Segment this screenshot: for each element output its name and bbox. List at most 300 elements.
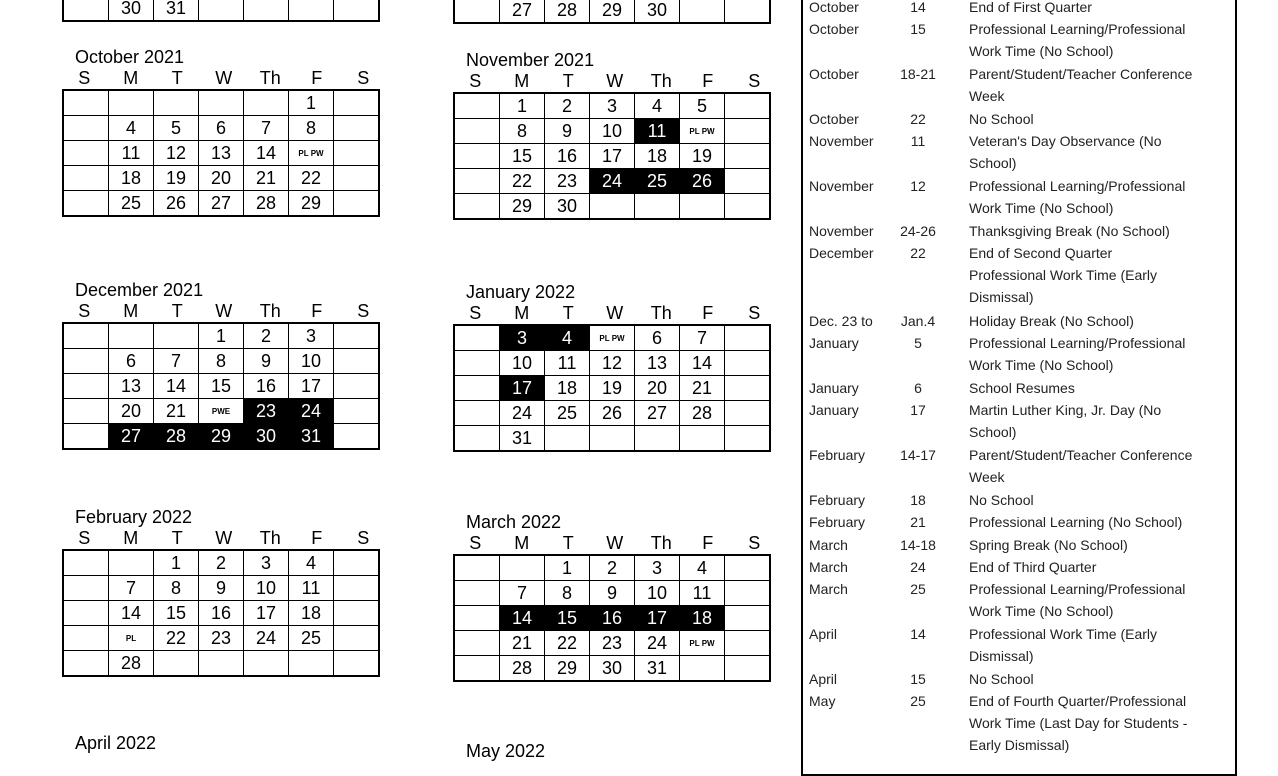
week-row [63,651,379,677]
event-month: November [809,223,874,239]
day-cell [63,424,109,450]
day-cell: 8 [500,119,545,144]
weekday-label: T [171,68,183,88]
day-cell: 4 [680,555,725,581]
day-cell: 3 [590,93,635,119]
event-days: 5 [914,335,922,351]
weekday-label: F [702,533,714,553]
day-cell: 3 [635,555,680,581]
event-description-line: School Resumes [969,379,1075,396]
event-description-line: Parent/Student/Teacher Conference [969,66,1193,83]
weekday-header [452,70,783,92]
day-cell: 1 [199,323,244,349]
day-cell [545,426,590,452]
day-cell: 29 [199,424,244,450]
event-description [969,377,1229,399]
day-cell: 27 [199,191,244,217]
day-cell: 14 [680,351,725,376]
event-days: 24-26 [900,223,936,239]
event-days: 21 [910,514,926,531]
event-row [803,63,1233,108]
day-cell: 24 [500,401,545,426]
week-row [454,144,770,169]
month-title: March 2022 [466,512,562,532]
event-days: 14 [910,626,926,643]
day-cell [725,325,771,351]
weekday-label: S [78,68,91,88]
day-cell: 24 [635,631,680,656]
day-cell: 30 [244,424,289,450]
day-cell: 25 [109,191,154,217]
event-days: 12 [910,178,926,195]
week-row [454,401,770,426]
event-row [803,220,1233,242]
day-cell: 24 [289,399,334,424]
month-title: December 2021 [75,280,204,300]
day-cell: 5 [680,93,725,119]
day-cell [635,194,680,220]
day-cell [63,116,109,141]
day-cell: PL PW [590,325,635,351]
event-month: February [809,491,866,508]
september-2021-last-row [62,0,380,22]
day-cell [109,550,154,576]
day-cell: 7 [500,581,545,606]
week-row [454,606,770,631]
day-cell: 17 [635,606,680,631]
event-month: October [809,0,859,15]
day-cell [454,606,500,631]
day-cell: 23 [545,169,590,194]
calendar-grid [62,0,380,22]
day-cell [454,194,500,220]
week-row [63,399,379,424]
week-row [63,601,379,626]
day-cell: 18 [289,601,334,626]
event-days: 22 [910,245,926,262]
day-cell: 3 [244,550,289,576]
day-cell [725,194,771,220]
day-cell: 5 [154,116,199,141]
event-description [969,444,1229,488]
day-cell: 18 [545,376,590,401]
weekday-label: F [702,303,714,323]
day-cell: 16 [199,601,244,626]
weekday-label: S [469,533,482,553]
day-cell: 18 [680,606,725,631]
day-cell: 31 [289,424,334,450]
event-days: 17 [910,402,926,419]
month-march-2022 [453,512,783,682]
week-row [454,656,770,682]
day-cell: 1 [154,550,199,576]
event-row [803,489,1233,511]
weekday-label: W [606,303,624,323]
day-cell [725,144,771,169]
event-row [803,0,1233,18]
day-cell [334,349,380,374]
day-cell: 28 [109,651,154,677]
event-description-line: Professional Learning (No School) [969,514,1183,531]
week-row [454,194,770,220]
day-cell [725,351,771,376]
day-cell: 19 [590,376,635,401]
event-description-line: Martin Luther King, Jr. Day (No [969,402,1162,419]
month-title: November 2021 [466,50,595,70]
event-month: January [809,379,859,396]
day-cell: 14 [154,374,199,399]
day-cell: 27 [500,0,545,23]
weekday-label: T [562,303,574,323]
event-row [803,444,1233,489]
event-description-line: Professional Work Time (Early [969,267,1158,284]
day-cell [454,351,500,376]
month-february-2022 [62,507,392,677]
day-cell [244,0,289,21]
event-days: 15 [910,21,926,38]
weekday-label: S [357,301,370,321]
event-description-line: Dismissal) [969,648,1034,665]
calendar-grid [453,92,771,220]
day-cell: 22 [545,631,590,656]
day-cell [334,166,380,191]
day-cell: 28 [680,401,725,426]
weekday-label: M [123,528,139,548]
event-description-line: Dismissal) [969,289,1034,306]
day-cell [109,90,154,116]
event-description [969,399,1229,443]
day-cell: 7 [154,349,199,374]
weekday-label: S [357,528,370,548]
day-cell [725,0,771,23]
day-cell: 3 [289,323,334,349]
day-cell: 30 [635,0,680,23]
important-dates-list [801,0,1237,776]
day-cell [725,631,771,656]
day-cell [500,555,545,581]
day-cell: 17 [590,144,635,169]
day-cell: 4 [109,116,154,141]
day-cell: 11 [635,119,680,144]
day-cell: 17 [500,376,545,401]
day-cell: 4 [635,93,680,119]
day-cell: 24 [590,169,635,194]
day-cell: 11 [680,581,725,606]
event-description [969,220,1229,242]
weekday-label: T [171,528,183,548]
event-month: February [809,514,866,531]
day-cell [680,426,725,452]
day-cell [725,581,771,606]
day-cell: 22 [289,166,334,191]
day-cell: 21 [154,399,199,424]
day-cell [454,376,500,401]
weekday-label: W [606,71,624,91]
event-description [969,108,1229,130]
week-row [454,376,770,401]
event-row [803,399,1233,444]
day-cell [334,141,380,166]
day-cell: 11 [109,141,154,166]
day-cell [454,555,500,581]
day-cell: 23 [244,399,289,424]
day-cell: 28 [500,656,545,682]
weekday-label: M [514,71,530,91]
day-cell: 8 [545,581,590,606]
weekday-label: S [78,301,91,321]
week-row [454,426,770,452]
day-cell: 31 [635,656,680,682]
event-days: 14 [910,0,926,15]
weekday-label: M [514,303,530,323]
event-row [803,175,1233,220]
event-description-line: School) [969,155,1017,172]
day-cell: 9 [590,581,635,606]
day-cell [590,194,635,220]
day-cell [680,656,725,682]
day-cell: 2 [244,323,289,349]
day-cell: 18 [635,144,680,169]
day-cell [244,651,289,677]
day-cell: 16 [244,374,289,399]
event-description [969,242,1229,308]
week-row [454,581,770,606]
weekday-label: S [748,71,761,91]
day-cell: 1 [545,555,590,581]
week-row [63,191,379,217]
event-row [803,534,1233,556]
day-cell [334,424,380,450]
day-cell: 29 [545,656,590,682]
day-cell [63,626,109,651]
day-cell: 28 [545,0,590,23]
day-cell: 24 [244,626,289,651]
weekday-label: M [123,68,139,88]
week-row [63,374,379,399]
event-description-line: Thanksgiving Break (No School) [969,223,1170,239]
weekday-header [452,532,783,554]
day-cell: 15 [154,601,199,626]
day-cell [154,90,199,116]
event-row [803,578,1233,623]
day-cell [63,349,109,374]
day-cell: 9 [199,576,244,601]
day-cell: 15 [500,144,545,169]
month-november-2021 [453,50,783,220]
day-cell: 30 [109,0,154,21]
weekday-label: S [748,533,761,553]
weekday-label: S [748,303,761,323]
day-cell [63,576,109,601]
event-description [969,175,1229,219]
event-description-line: Work Time (No School) [969,357,1114,373]
day-cell: 12 [154,141,199,166]
event-description [969,18,1229,62]
event-month: February [809,447,866,463]
month-title: October 2021 [75,47,185,67]
event-days: 14-17 [900,447,936,463]
weekday-header [61,527,392,549]
week-row [454,0,770,23]
event-description [969,690,1229,756]
day-cell [63,0,109,21]
day-cell [454,325,500,351]
day-cell: PL PW [680,631,725,656]
event-description-line: End of Second Quarter [969,245,1113,262]
week-row [454,119,770,144]
event-month: March [809,581,848,598]
event-days: 14-18 [900,536,936,553]
day-cell: 11 [289,576,334,601]
day-cell: 2 [199,550,244,576]
event-description [969,578,1229,622]
day-cell: PWE [199,399,244,424]
event-days: 25 [910,693,926,710]
day-cell: 20 [199,166,244,191]
day-cell [63,374,109,399]
day-cell [635,426,680,452]
week-row [63,576,379,601]
event-month: November [809,133,874,150]
day-cell: 27 [109,424,154,450]
event-month: April [809,626,838,643]
day-cell [454,426,500,452]
day-cell: 26 [680,169,725,194]
event-month: January [809,402,859,419]
month-october-2021 [62,47,392,217]
week-row [454,351,770,376]
day-cell: PL PW [289,141,334,166]
weekday-label: M [514,533,530,553]
day-cell: 15 [199,374,244,399]
day-cell: 1 [289,90,334,116]
day-cell [725,401,771,426]
day-cell [334,601,380,626]
event-description-line: Veteran's Day Observance (No [969,133,1162,150]
day-cell: 30 [590,656,635,682]
event-description-line: No School [969,671,1034,687]
day-cell [154,323,199,349]
event-description [969,623,1229,667]
day-cell: 8 [154,576,199,601]
day-cell: 21 [680,376,725,401]
day-cell [454,119,500,144]
day-cell: 9 [244,349,289,374]
event-row [803,511,1233,533]
day-cell: 14 [244,141,289,166]
weekday-label: F [702,71,714,91]
event-description-line: Professional Learning/Professional [969,21,1186,38]
day-cell: 22 [154,626,199,651]
day-cell: 17 [244,601,289,626]
day-cell: 31 [154,0,199,21]
event-description [969,556,1229,578]
event-row [803,18,1233,63]
day-cell [334,550,380,576]
event-month: March [809,536,848,553]
event-days: 18-21 [900,66,936,83]
event-month: October [809,66,859,83]
day-cell: 10 [590,119,635,144]
event-description-line: End of Third Quarter [969,559,1097,575]
event-description-line: Professional Learning/Professional [969,581,1186,598]
day-cell [63,399,109,424]
event-description [969,130,1229,174]
event-days: 22 [910,111,926,127]
day-cell: 8 [199,349,244,374]
week-row [63,0,379,21]
weekday-label: W [606,533,624,553]
day-cell: 6 [199,116,244,141]
event-description-line: End of Fourth Quarter/Professional [969,693,1187,710]
day-cell [454,169,500,194]
day-cell [454,93,500,119]
day-cell [334,576,380,601]
day-cell: 31 [500,426,545,452]
week-row [454,555,770,581]
event-month: November [809,178,874,195]
day-cell: 18 [109,166,154,191]
weekday-label: Th [650,533,672,553]
day-cell [109,323,154,349]
event-description-line: Work Time (No School) [969,603,1114,620]
day-cell: 26 [154,191,199,217]
day-cell [63,323,109,349]
day-cell: 22 [500,169,545,194]
day-cell: 14 [109,601,154,626]
event-days: 6 [914,379,922,396]
event-month: April [809,671,838,687]
day-cell: 13 [635,351,680,376]
day-cell [590,426,635,452]
week-row [63,141,379,166]
day-cell [334,90,380,116]
weekday-label: W [215,528,233,548]
day-cell [454,581,500,606]
event-month: March [809,559,848,575]
september-2021-right-last-row [453,0,771,24]
day-cell: 6 [635,325,680,351]
month-december-2021 [62,280,392,450]
day-cell: 23 [199,626,244,651]
weekday-label: Th [650,71,672,91]
day-cell [63,191,109,217]
event-days: 11 [910,133,926,150]
day-cell: PL PW [680,119,725,144]
weekday-header [61,67,392,89]
day-cell: 10 [635,581,680,606]
event-description-line: Week [969,88,1005,105]
day-cell [334,626,380,651]
event-month: October [809,111,859,127]
day-cell [289,651,334,677]
calendar-grid [453,324,771,452]
event-description-line: Work Time (No School) [969,43,1114,60]
event-row [803,668,1233,690]
event-description [969,332,1229,376]
day-cell [199,0,244,21]
weekday-label: W [215,68,233,88]
weekday-label: F [311,528,323,548]
week-row [63,550,379,576]
day-cell [725,169,771,194]
event-description-line: Week [969,469,1005,485]
weekday-label: F [311,301,323,321]
day-cell: 10 [289,349,334,374]
event-description-line: Early Dismissal) [969,737,1070,754]
day-cell: 29 [500,194,545,220]
day-cell: 20 [635,376,680,401]
